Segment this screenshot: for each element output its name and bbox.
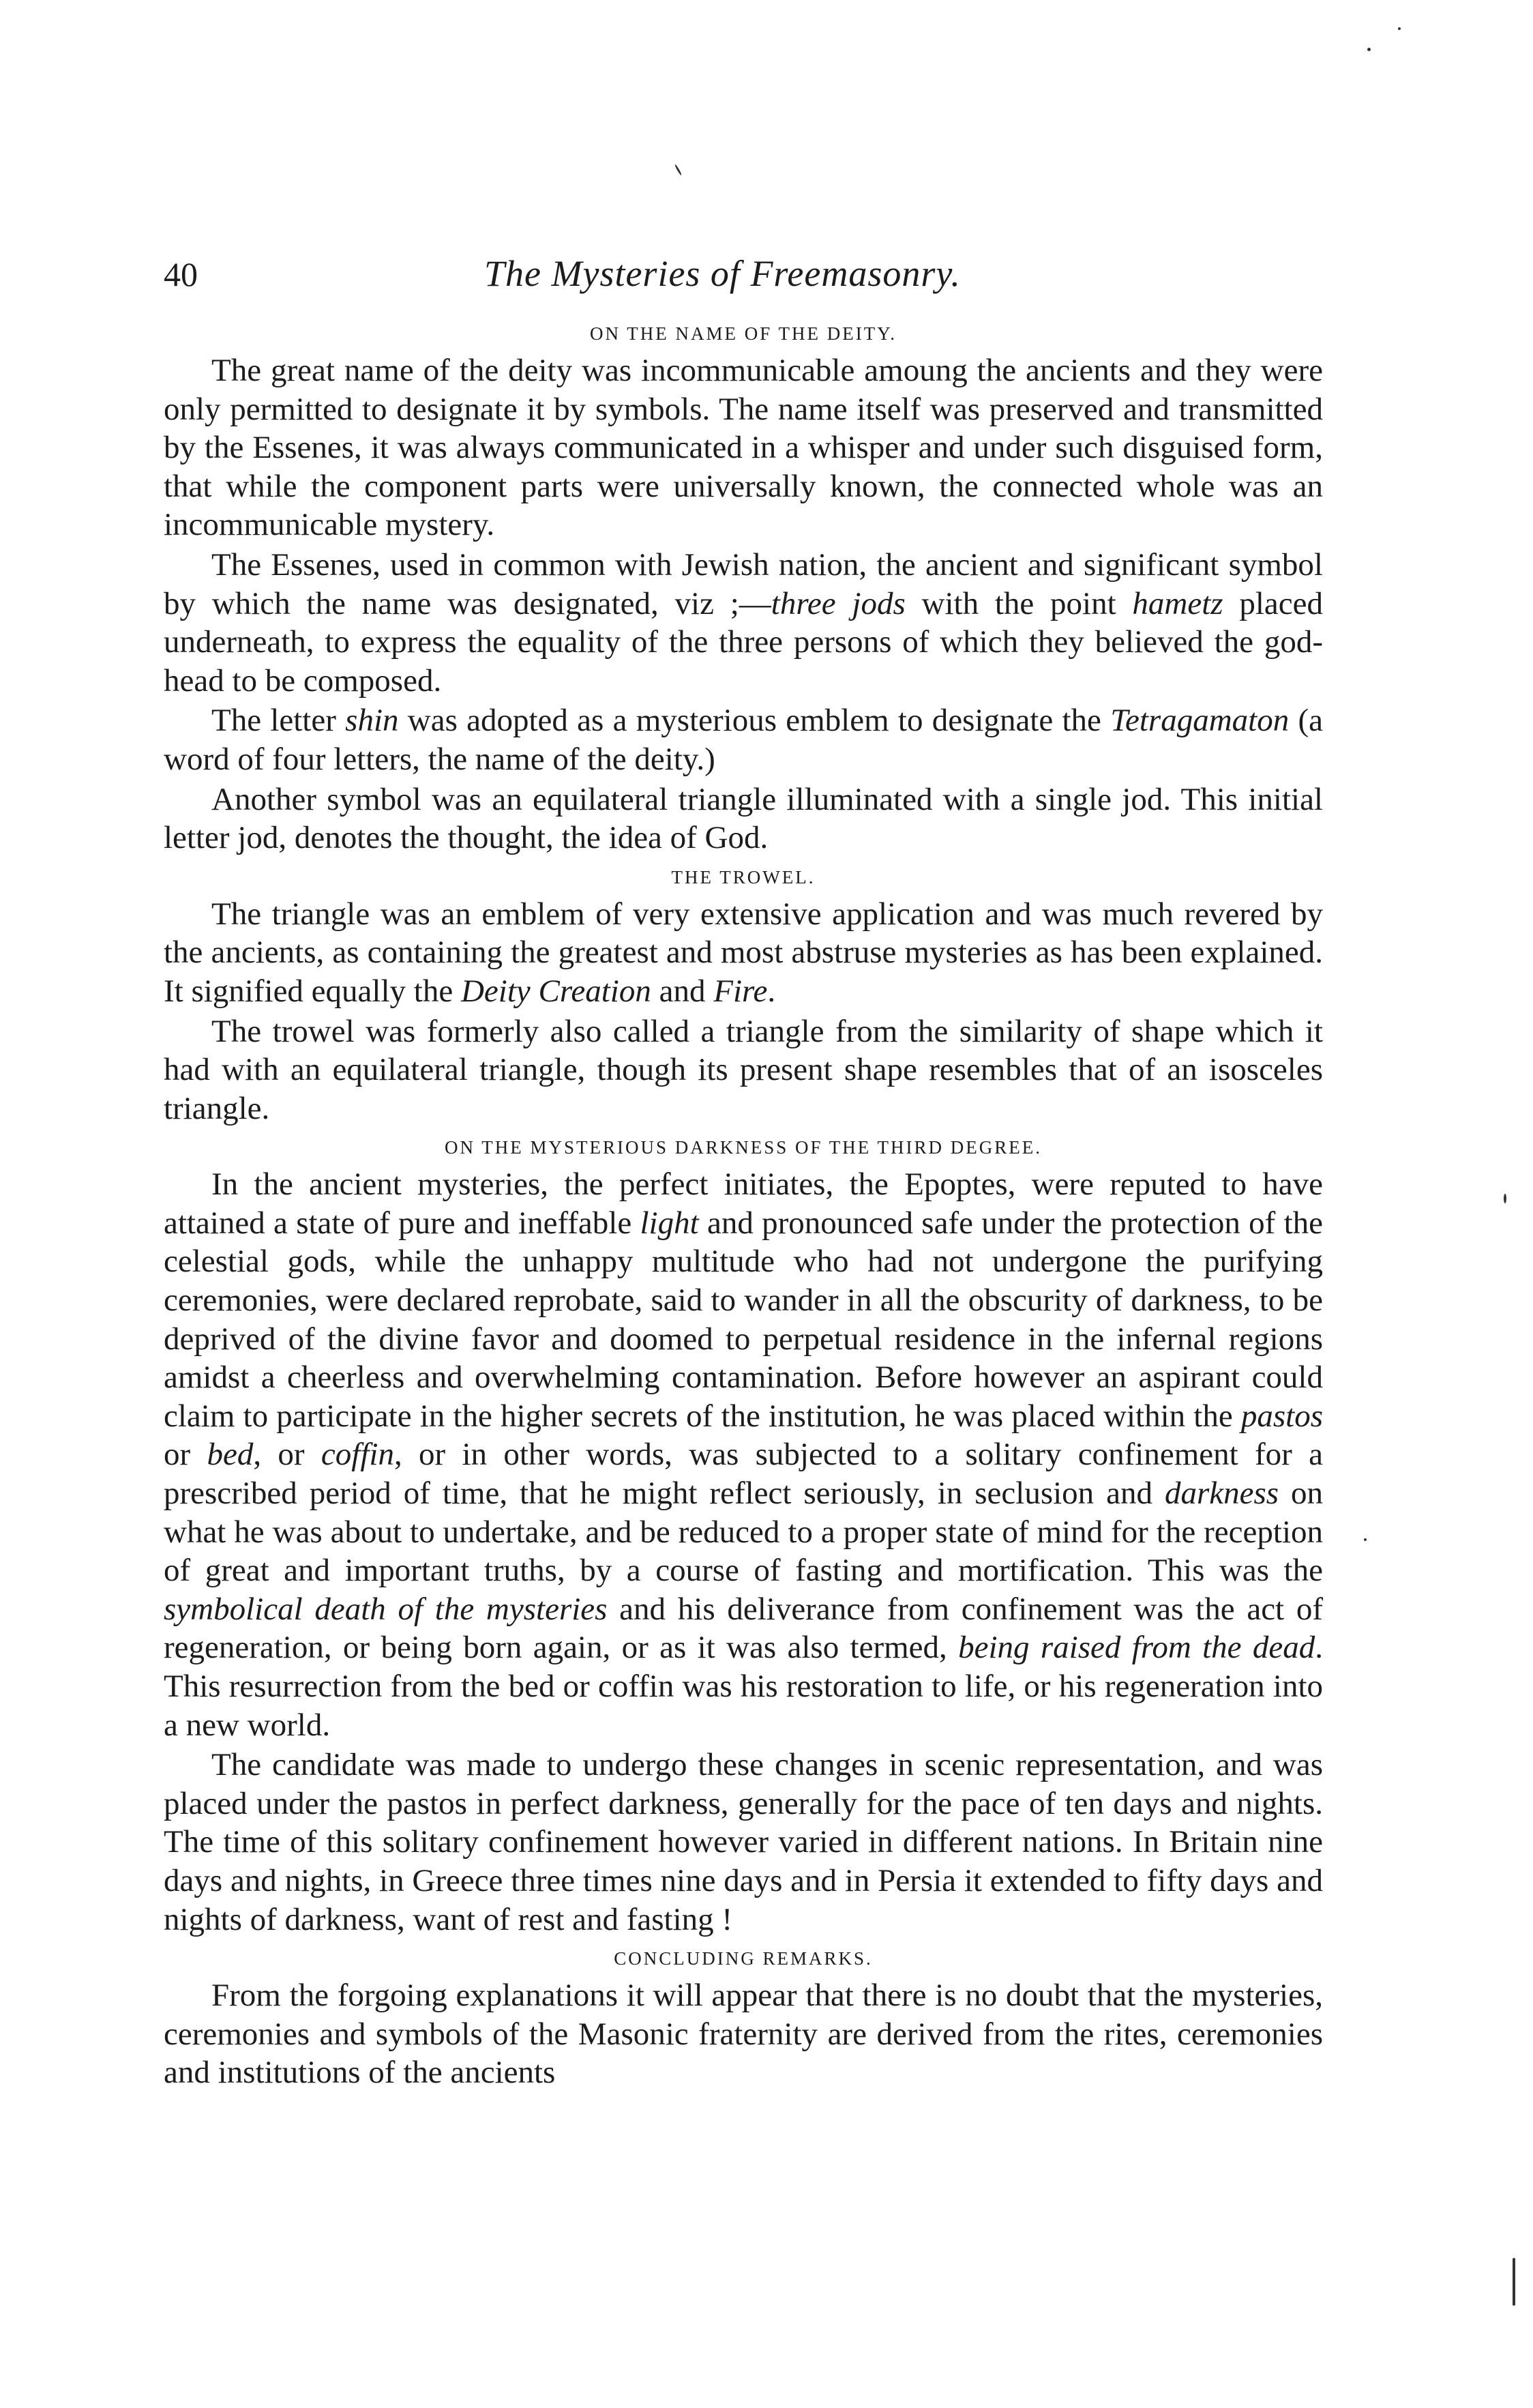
section-heading: ON THE MYSTERIOUS DARKNESS OF THE THIRD DEGREE. [444,1137,1043,1158]
italic-run: coffin [321,1437,394,1473]
text-run: with the point [905,585,1133,621]
section-heading: THE TROWEL. [671,866,816,887]
text-run: , or [253,1437,321,1473]
paragraph [164,1165,1323,1744]
section-heading: ON THE NAME OF THE DEITY. [590,323,897,344]
text-run: or [164,1437,207,1473]
text-run: on what he was about to undertake, and be reduced to a proper state of mind for the reception of great and important truths, by a course of fasting and mortification. This was the [164,1475,1324,1589]
text-run: placed underneath, to express the equality of the three persons of which they believed the god-head to be composed. [164,585,1323,699]
italic-run: three jods [771,585,906,621]
italic-run: hametz [1132,585,1223,621]
scan-speck [1513,2258,1515,2306]
paragraph [164,1746,1323,1939]
text-run: The triangle was an emblem of very extensive application and was much revered by the ancients, as containing the greatest and most abstruse mysteries as has been explained. It signified equally the [164,896,1323,1009]
italic-run: being raised from the dead [958,1630,1315,1666]
italic-run: symbolical death of the mysteries [164,1591,608,1627]
paragraph [164,895,1323,1011]
scan-speck [1504,1194,1506,1203]
text-run: The great name of the deity was incommunicable amoung the ancients and they were only permitted to designate it by symbols. The name itself was preserved and transmitted by the Essenes, it was always communicated in a whisper and under such disguised form, that while the component parts were universally known, the connected whole was an incommunicable mystery. [164,353,1323,543]
italic-run: Fire [713,973,768,1009]
book-page [164,252,1323,2092]
paragraph [164,701,1323,778]
text-run: Another symbol was an equilateral triangle illuminated with a single jod. This initial letter jod, denotes the thought, the idea of God. [164,781,1323,856]
text-run: and his deliverance from confinement was the act of regeneration, or being born again, or as it was also termed, [164,1591,1323,1666]
running-head [164,252,1323,314]
italic-run: shin [345,703,399,739]
scan-speck [1367,48,1371,51]
text-run: , or in other words, was subjected to a solitary confinement for a prescribed period of time, that he might reflect seriously, in seclusion and [164,1437,1324,1512]
text-run: was adopted as a mysterious emblem to designate the [398,703,1111,739]
scan-speck [1364,1538,1367,1541]
text-run: From the forgoing explanations it will appear that there is no doubt that the mysteries, ceremonies and symbols of the Masonic fraternity are derived from the rites, ceremonies and institutions of the ancients [164,1978,1323,2091]
text-run: and pronounced safe under the protection of the celestial gods, while the unhappy multitude who had not undergone the purifying ceremonies, were declared reprobate, said to wander in all the obscurity of darkness, to be deprived of the divine favor and doomed to perpetual residence in the infernal regions amidst a cheerless and overwhelming contamination. Before however an aspirant could claim to participate in the higher secrets of the institution, he was placed within the [164,1205,1323,1434]
text-run: The Essenes, used in common with Jewish nation, the ancient and significant symbol by which the name was designated, viz ;— [164,546,1323,621]
text-run: (a word of four letters, the name of the deity.) [164,703,1324,777]
italic-run: bed [207,1437,254,1473]
text-run: . [767,973,776,1009]
italic-run: light [640,1205,699,1241]
section-heading: CONCLUDING REMARKS. [614,1948,873,1969]
italic-run: Tetragamaton [1110,703,1290,739]
paragraph [164,1976,1323,2092]
paragraph [164,1012,1323,1128]
text-run: The trowel was formerly also called a triangle from the similarity of shape which it had with an equilateral triangle, though its present shape resembles that of an isosceles triangle. [164,1013,1323,1126]
paragraph [164,780,1323,857]
italic-run: pastos [1240,1398,1323,1434]
text-run: and [651,973,714,1009]
running-title: The Mysteries of Freemasonry. [484,253,961,294]
text-run: The letter [211,703,346,739]
scan-speck [1398,27,1401,30]
paragraph [164,546,1323,700]
body-text [164,323,1323,2092]
paragraph [164,351,1323,544]
italic-run: darkness [1164,1475,1279,1512]
scan-speck [674,164,683,175]
text-run: The candidate was made to undergo these changes in scenic representation, and was placed under the pastos in perfect darkness, generally for the pace of ten days and nights. The time of this solitary confinement however varied in different nations. In Britain nine days and nights, in Greece three times nine days and in Persia it extended to fifty days and nights of darkness, want of rest and fasting ! [164,1747,1323,1937]
text-run: . This resurrection from the bed or coffin was his restoration to life, or his regeneration into a new world. [164,1630,1323,1743]
italic-run: Deity Creation [460,973,651,1009]
page-number: 40 [164,255,198,293]
text-run: In the ancient mysteries, the perfect initiates, the Epoptes, were reputed to have attained a state of pure and ineffable [164,1166,1323,1241]
